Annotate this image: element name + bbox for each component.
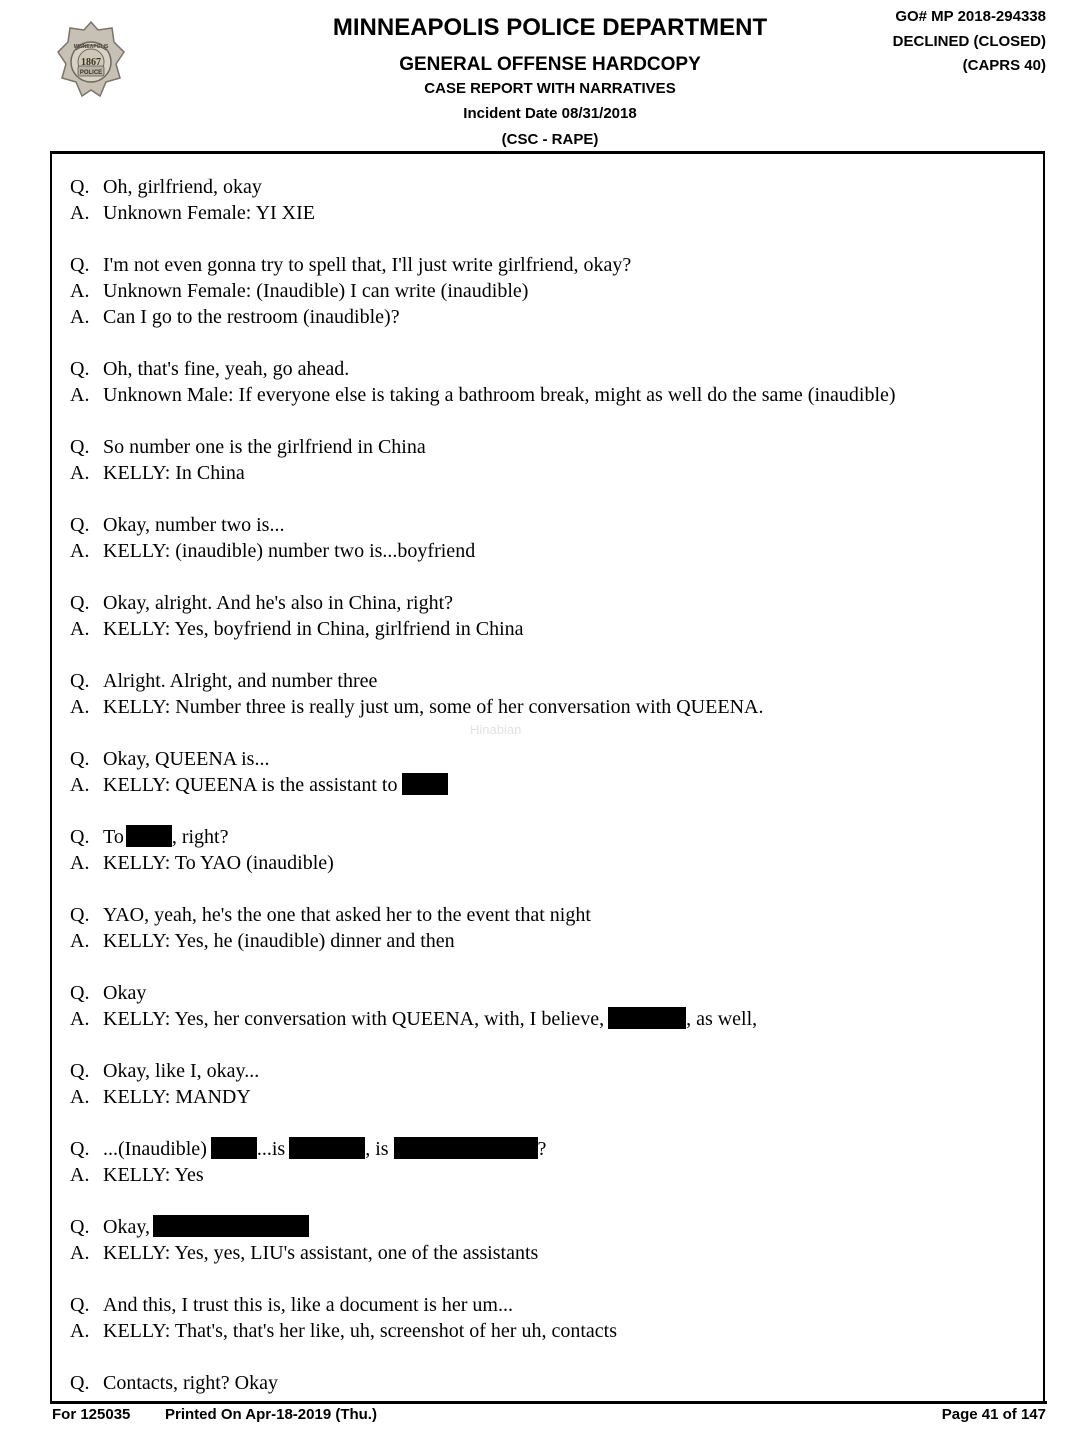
answer-text: KELLY: That's, that's her like, uh, screenshot of her uh, contacts xyxy=(103,1320,617,1342)
question-text: Alright. Alright, and number three xyxy=(103,670,378,692)
question-line xyxy=(70,1292,1030,1318)
qa-block xyxy=(70,356,1030,408)
question-text: YAO, yeah, he's the one that asked her to the event that night xyxy=(103,904,591,926)
redaction-box xyxy=(211,1137,257,1159)
answer-line xyxy=(70,538,1030,564)
answer-line xyxy=(70,694,1030,720)
answer-line xyxy=(70,772,1030,798)
question-text: I'm not even gonna try to spell that, I'll just write girlfriend, okay? xyxy=(103,254,632,276)
question-text: Okay, alright. And he's also in China, right? xyxy=(103,592,454,614)
answer-text: KELLY: Number three is really just um, some of her conversation with QUEENA. xyxy=(103,696,764,718)
answer-line xyxy=(70,304,1030,330)
question-text: , right? xyxy=(171,826,229,848)
qa-block xyxy=(70,1136,1030,1188)
question-line xyxy=(70,1136,1030,1162)
footer-printed-date: Printed On Apr-18-2019 (Thu.) xyxy=(165,1406,377,1423)
answer-text: , as well, xyxy=(686,1008,758,1030)
qa-block xyxy=(70,1214,1030,1266)
question-line xyxy=(70,252,1030,278)
qa-block xyxy=(70,1058,1030,1110)
answer-line xyxy=(70,278,1030,304)
a-prefix: A. xyxy=(70,852,90,874)
redaction-box xyxy=(126,825,172,847)
question-text: ? xyxy=(537,1138,547,1160)
answer-text: KELLY: QUEENA is the assistant to xyxy=(103,774,398,796)
qa-block xyxy=(70,1292,1030,1344)
answer-line xyxy=(70,1084,1030,1110)
qa-block xyxy=(70,590,1030,642)
q-prefix: Q. xyxy=(70,436,90,458)
qa-block xyxy=(70,174,1030,226)
question-text: Contacts, right? Okay xyxy=(103,1372,278,1394)
question-line xyxy=(70,1370,1030,1396)
question-text: Okay, number two is... xyxy=(103,514,285,536)
answer-line xyxy=(70,382,1030,408)
transcript xyxy=(70,174,1030,1422)
question-line xyxy=(70,824,1030,850)
q-prefix: Q. xyxy=(70,826,90,848)
question-text: Okay, QUEENA is... xyxy=(103,748,270,770)
answer-line xyxy=(70,460,1030,486)
a-prefix: A. xyxy=(70,1320,90,1342)
a-prefix: A. xyxy=(70,774,90,796)
question-text: ...is xyxy=(256,1138,286,1160)
answer-line xyxy=(70,1240,1030,1266)
qa-block xyxy=(70,902,1030,954)
answer-line xyxy=(70,1006,1030,1032)
question-line xyxy=(70,512,1030,538)
a-prefix: A. xyxy=(70,202,90,224)
a-prefix: A. xyxy=(70,1242,90,1264)
answer-text: KELLY: Yes, he (inaudible) dinner and then xyxy=(103,930,455,952)
redaction-box xyxy=(608,1007,686,1029)
question-text: Okay, xyxy=(103,1216,151,1238)
answer-line xyxy=(70,850,1030,876)
q-prefix: Q. xyxy=(70,1216,90,1238)
answer-line xyxy=(70,616,1030,642)
answer-text: KELLY: To YAO (inaudible) xyxy=(103,852,334,874)
a-prefix: A. xyxy=(70,1164,90,1186)
qa-block xyxy=(70,668,1030,720)
a-prefix: A. xyxy=(70,1008,90,1030)
go-number: GO# MP 2018-294338 xyxy=(895,8,1046,25)
redaction-box xyxy=(394,1137,538,1159)
badge-year-text: 1867 xyxy=(81,57,101,68)
qa-block xyxy=(70,252,1030,330)
q-prefix: Q. xyxy=(70,748,90,770)
question-line xyxy=(70,1214,1030,1240)
question-text: To xyxy=(103,826,124,848)
q-prefix: Q. xyxy=(70,1294,90,1316)
question-line xyxy=(70,1058,1030,1084)
offense-type: (CSC - RAPE) xyxy=(501,131,599,148)
q-prefix: Q. xyxy=(70,176,90,198)
report-subtitle: GENERAL OFFENSE HARDCOPY xyxy=(399,54,701,75)
redaction-box xyxy=(153,1215,309,1237)
answer-text: Can I go to the restroom (inaudible)? xyxy=(103,306,400,328)
watermark-text: Hinabian xyxy=(470,722,522,737)
answer-text: KELLY: Yes, yes, LIU's assistant, one of the assistants xyxy=(103,1242,539,1264)
q-prefix: Q. xyxy=(70,904,90,926)
question-line xyxy=(70,174,1030,200)
answer-text: Unknown Female: YI XIE xyxy=(103,202,315,224)
answer-text: Unknown Female: (Inaudible) I can write (inaudible) xyxy=(103,280,529,302)
question-text: Oh, that's fine, yeah, go ahead. xyxy=(103,358,350,380)
police-badge-logo xyxy=(56,20,126,102)
page-number: Page 41 of 147 xyxy=(941,1406,1046,1423)
qa-block xyxy=(70,746,1030,798)
a-prefix: A. xyxy=(70,306,90,328)
q-prefix: Q. xyxy=(70,982,90,1004)
qa-block xyxy=(70,1370,1030,1396)
a-prefix: A. xyxy=(70,462,90,484)
question-text: Okay, like I, okay... xyxy=(103,1060,260,1082)
q-prefix: Q. xyxy=(70,254,90,276)
q-prefix: Q. xyxy=(70,1060,90,1082)
question-text: Oh, girlfriend, okay xyxy=(103,176,262,198)
q-prefix: Q. xyxy=(70,514,90,536)
a-prefix: A. xyxy=(70,540,90,562)
question-line xyxy=(70,590,1030,616)
question-text: Okay xyxy=(103,982,147,1004)
question-line xyxy=(70,434,1030,460)
footer-for: For 125035 xyxy=(52,1406,131,1423)
a-prefix: A. xyxy=(70,280,90,302)
qa-block xyxy=(70,434,1030,486)
answer-text: KELLY: (inaudible) number two is...boyfriend xyxy=(103,540,476,562)
answer-text: KELLY: Yes, her conversation with QUEENA, with, I believe, xyxy=(103,1008,605,1030)
a-prefix: A. xyxy=(70,1086,90,1108)
qa-block xyxy=(70,824,1030,876)
caprs-code: (CAPRS 40) xyxy=(962,57,1046,74)
answer-line xyxy=(70,928,1030,954)
incident-date: Incident Date 08/31/2018 xyxy=(463,105,637,122)
question-line xyxy=(70,356,1030,382)
redaction-box xyxy=(289,1137,365,1159)
question-line xyxy=(70,902,1030,928)
qa-block xyxy=(70,512,1030,564)
answer-line xyxy=(70,1318,1030,1344)
question-line xyxy=(70,746,1030,772)
department-title: MINNEAPOLIS POLICE DEPARTMENT xyxy=(332,14,768,41)
qa-block xyxy=(70,980,1030,1032)
redaction-box xyxy=(402,773,448,795)
report-type: CASE REPORT WITH NARRATIVES xyxy=(424,80,676,97)
a-prefix: A. xyxy=(70,696,90,718)
answer-line xyxy=(70,1162,1030,1188)
a-prefix: A. xyxy=(70,384,90,406)
answer-text: KELLY: Yes xyxy=(103,1164,204,1186)
question-line xyxy=(70,668,1030,694)
answer-text: KELLY: MANDY xyxy=(103,1086,251,1108)
a-prefix: A. xyxy=(70,618,90,640)
question-line xyxy=(70,980,1030,1006)
q-prefix: Q. xyxy=(70,670,90,692)
q-prefix: Q. xyxy=(70,592,90,614)
case-status: DECLINED (CLOSED) xyxy=(892,33,1046,50)
answer-line xyxy=(70,200,1030,226)
q-prefix: Q. xyxy=(70,358,90,380)
answer-text: KELLY: Yes, boyfriend in China, girlfriend in China xyxy=(103,618,524,640)
question-text: So number one is the girlfriend in China xyxy=(103,436,426,458)
a-prefix: A. xyxy=(70,930,90,952)
answer-text: Unknown Male: If everyone else is taking a bathroom break, might as well do the same (inaudible) xyxy=(103,384,896,406)
badge-bottom-text: POLICE xyxy=(79,70,103,76)
q-prefix: Q. xyxy=(70,1138,90,1160)
answer-text: KELLY: In China xyxy=(103,462,245,484)
question-text: And this, I trust this is, like a document is her um... xyxy=(103,1294,513,1316)
q-prefix: Q. xyxy=(70,1372,90,1394)
question-text: , is xyxy=(365,1138,389,1160)
question-text: ...(Inaudible) xyxy=(103,1138,207,1160)
badge-top-text: MINNEAPOLIS xyxy=(73,44,109,50)
